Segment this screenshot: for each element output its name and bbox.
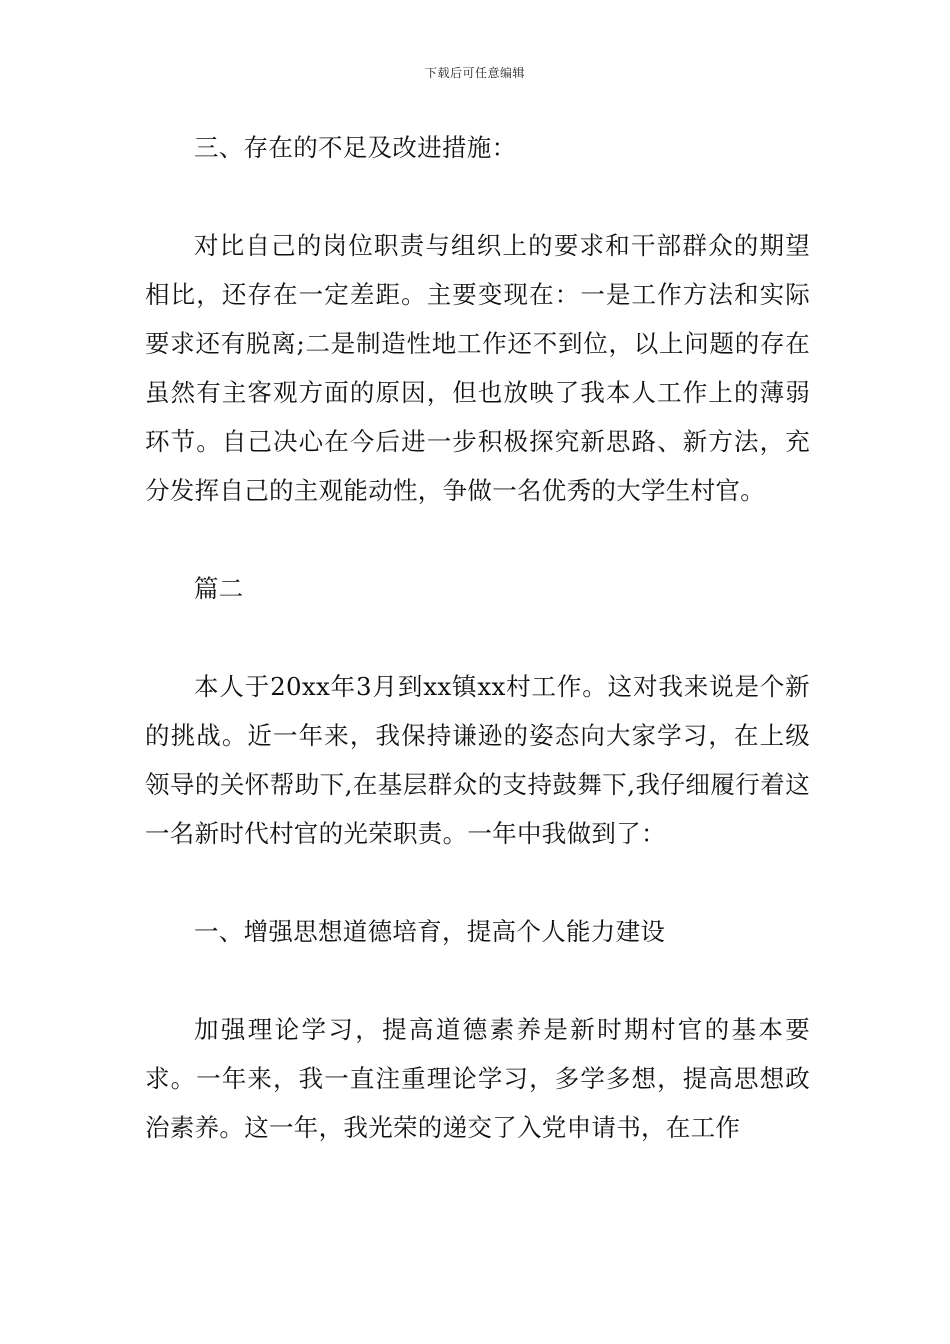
document-body (145, 123, 810, 1152)
part2-heading: 篇二 (194, 574, 244, 603)
part2-intro-paragraph: 本人于20xx年3月到xx镇xx村工作。这对我来说是个新的挑战。近一年来，我保持谦逊的姿态向大家学习，在上级领导的关怀帮助下,在基层群众的支持鼓舞下,我仔细履行着这一名新时代村官的光荣职责。一年中我做到了： (145, 672, 810, 848)
paragraph-spacer (145, 515, 810, 564)
header-note: 下载后可任意编辑 (424, 66, 525, 80)
subsection1-heading: 一、增强思想道德培育，提高个人能力建设 (194, 917, 666, 946)
paragraph-spacer (145, 172, 810, 221)
subsection1-body-paragraph: 加强理论学习，提高道德素养是新时期村官的基本要求。一年来，我一直注重理论学习，多学多想，提高思想政治素养。这一年，我光荣的递交了入党申请书，在工作 (145, 1015, 810, 1142)
paragraph-spacer (145, 858, 810, 907)
section3-body-paragraph: 对比自己的岗位职责与组织上的要求和干部群众的期望相比，还存在一定差距。主要变现在：一是工作方法和实际要求还有脱离;二是制造性地工作还不到位，以上问题的存在虽然有主客观方面的原因，但也放映了我本人工作上的薄弱环节。自己决心在今后进一步积极探究新思路、新方法，充分发挥自己的主观能动性，争做一名优秀的大学生村官。 (145, 231, 810, 505)
paragraph-spacer (145, 956, 810, 1005)
paragraph-spacer (145, 613, 810, 662)
section3-heading: 三、存在的不足及改进措施： (194, 133, 517, 162)
